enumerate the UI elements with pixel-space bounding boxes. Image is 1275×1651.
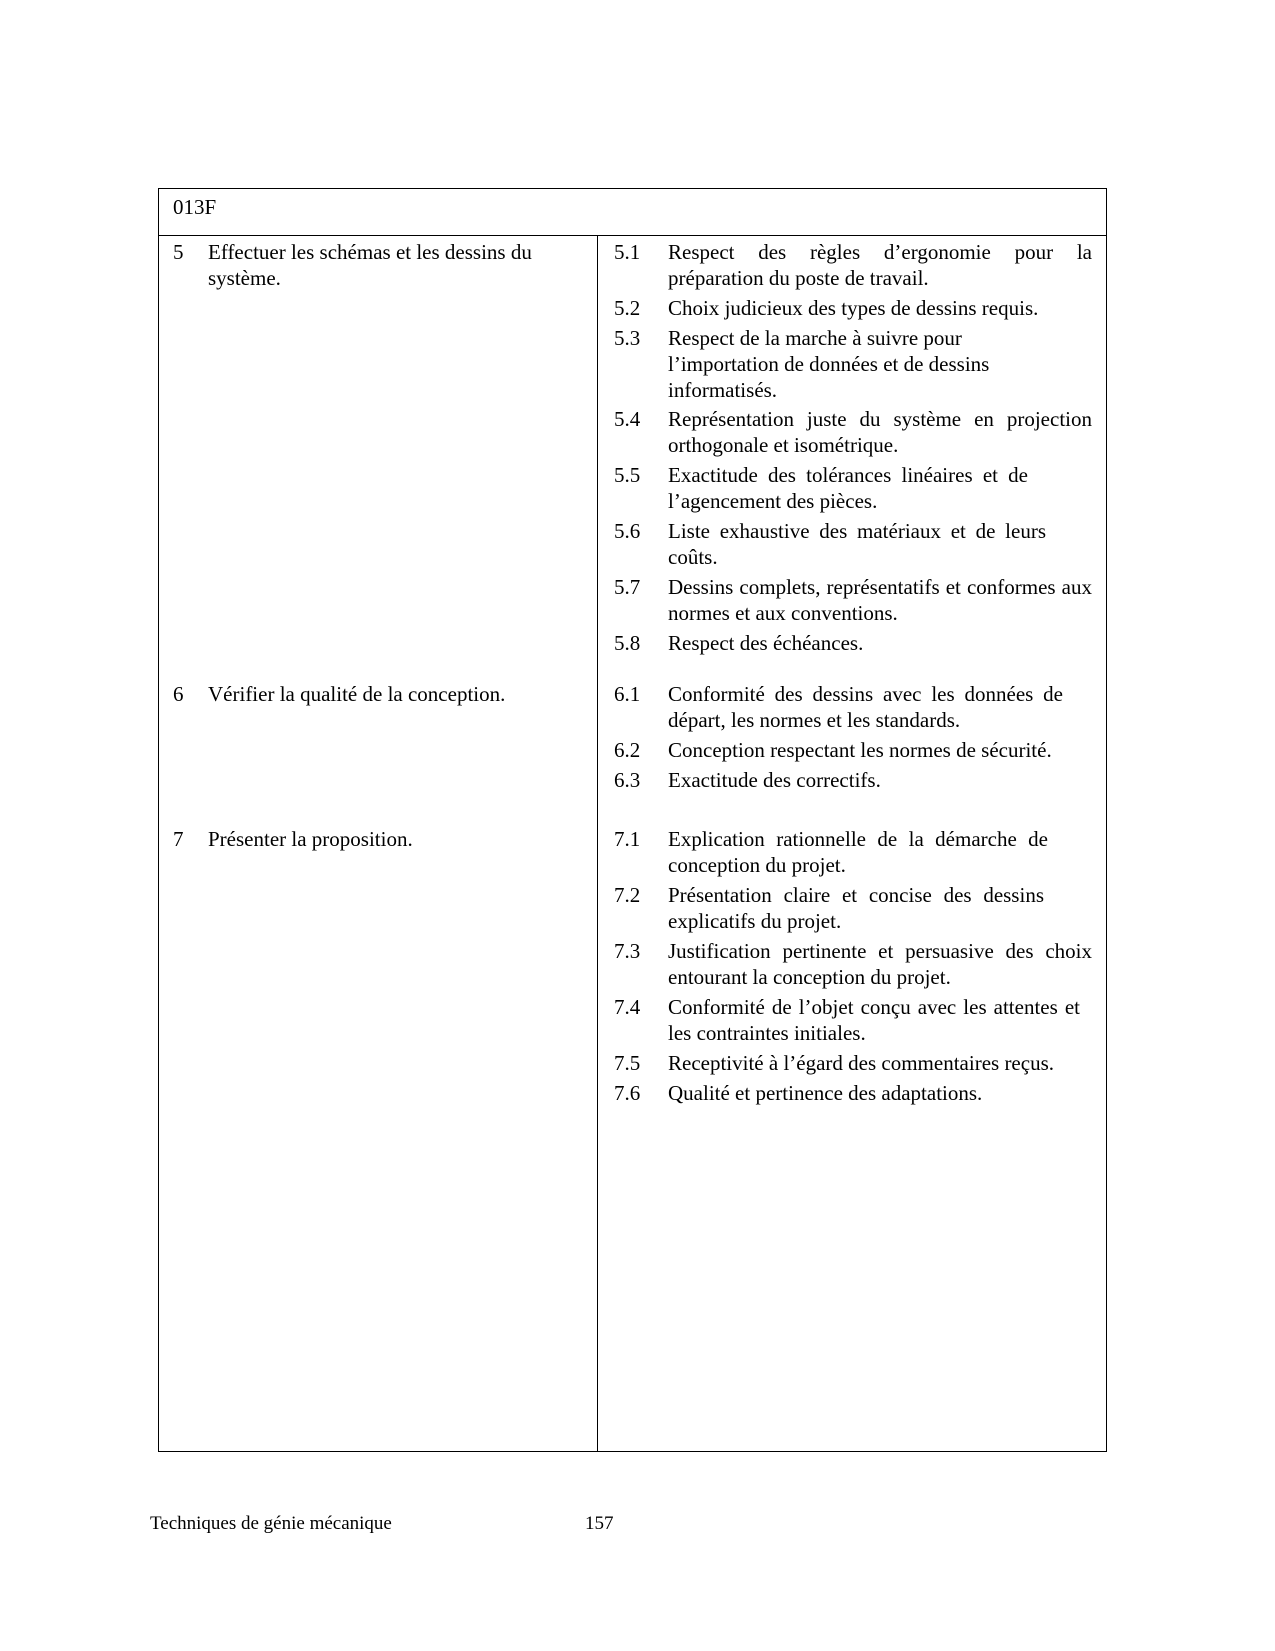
competency-number: 5 <box>173 240 184 264</box>
competency-text: Vérifier la qualité de la conception. <box>208 682 506 706</box>
criterion-text: Respect des échéances. <box>668 631 864 655</box>
criterion-text: Respect des règles d’ergonomie pour la préparation du poste de travail. <box>668 240 1092 290</box>
criterion-number: 7.3 <box>614 939 641 963</box>
competency-text: Présenter la proposition. <box>208 827 413 851</box>
criterion-number: 6.1 <box>614 682 641 706</box>
criterion-number: 5.3 <box>614 326 641 350</box>
criterion-number: 5.7 <box>614 575 641 599</box>
criterion-text: Exactitude des correctifs. <box>668 768 881 792</box>
criterion-number: 7.4 <box>614 995 641 1019</box>
criterion-text: Conformité de l’objet conçu avec les attentes et les contraintes initiales. <box>668 995 1080 1045</box>
criterion-text: Qualité et pertinence des adaptations. <box>668 1081 983 1105</box>
document-frame <box>158 188 1107 1452</box>
criterion-number: 5.2 <box>614 296 641 320</box>
criterion-text: Conception respectant les normes de sécurité. <box>668 738 1052 762</box>
criterion-text: Dessins complets, représentatifs et conformes aux normes et aux conventions. <box>668 575 1092 625</box>
document-code: 013F <box>173 195 217 219</box>
criterion-number: 6.2 <box>614 738 641 762</box>
criterion-number: 5.5 <box>614 463 641 487</box>
footer-program-name: Techniques de génie mécanique <box>150 1513 392 1534</box>
competency-number: 6 <box>173 682 184 706</box>
criterion-text: Présentation claire et concise des dessins explicatifs du projet. <box>668 883 1044 933</box>
criterion-number: 6.3 <box>614 768 641 792</box>
criterion-number: 5.1 <box>614 240 641 264</box>
footer-page-number: 157 <box>585 1513 614 1534</box>
criterion-number: 5.4 <box>614 407 641 431</box>
competency-number: 7 <box>173 827 184 851</box>
criterion-number: 7.2 <box>614 883 641 907</box>
criterion-text: Liste exhaustive des matériaux et de leurs coûts. <box>668 519 1046 569</box>
frame-header <box>159 189 1106 236</box>
column-divider <box>597 236 598 1451</box>
criterion-number: 7.6 <box>614 1081 641 1105</box>
criterion-text: Conformité des dessins avec les données de départ, les normes et les standards. <box>668 682 1063 732</box>
criterion-number: 5.6 <box>614 519 641 543</box>
criterion-number: 7.5 <box>614 1051 641 1075</box>
criterion-number: 7.1 <box>614 827 641 851</box>
competency-text: Effectuer les schémas et les dessins du système. <box>208 240 532 290</box>
criterion-number: 5.8 <box>614 631 641 655</box>
criterion-text: Représentation juste du système en projection orthogonale et isométrique. <box>668 407 1092 457</box>
criterion-text: Choix judicieux des types de dessins requis. <box>668 296 1039 320</box>
criterion-text: Exactitude des tolérances linéaires et de l’agencement des pièces. <box>668 463 1028 513</box>
criterion-text: Justification pertinente et persuasive des choix entourant la conception du projet. <box>668 939 1092 989</box>
criterion-text: Receptivité à l’égard des commentaires reçus. <box>668 1051 1054 1075</box>
criterion-text: Explication rationnelle de la démarche de conception du projet. <box>668 827 1048 877</box>
criterion-text: Respect de la marche à suivre pour l’importation de données et de dessins informatisés. <box>668 326 990 402</box>
